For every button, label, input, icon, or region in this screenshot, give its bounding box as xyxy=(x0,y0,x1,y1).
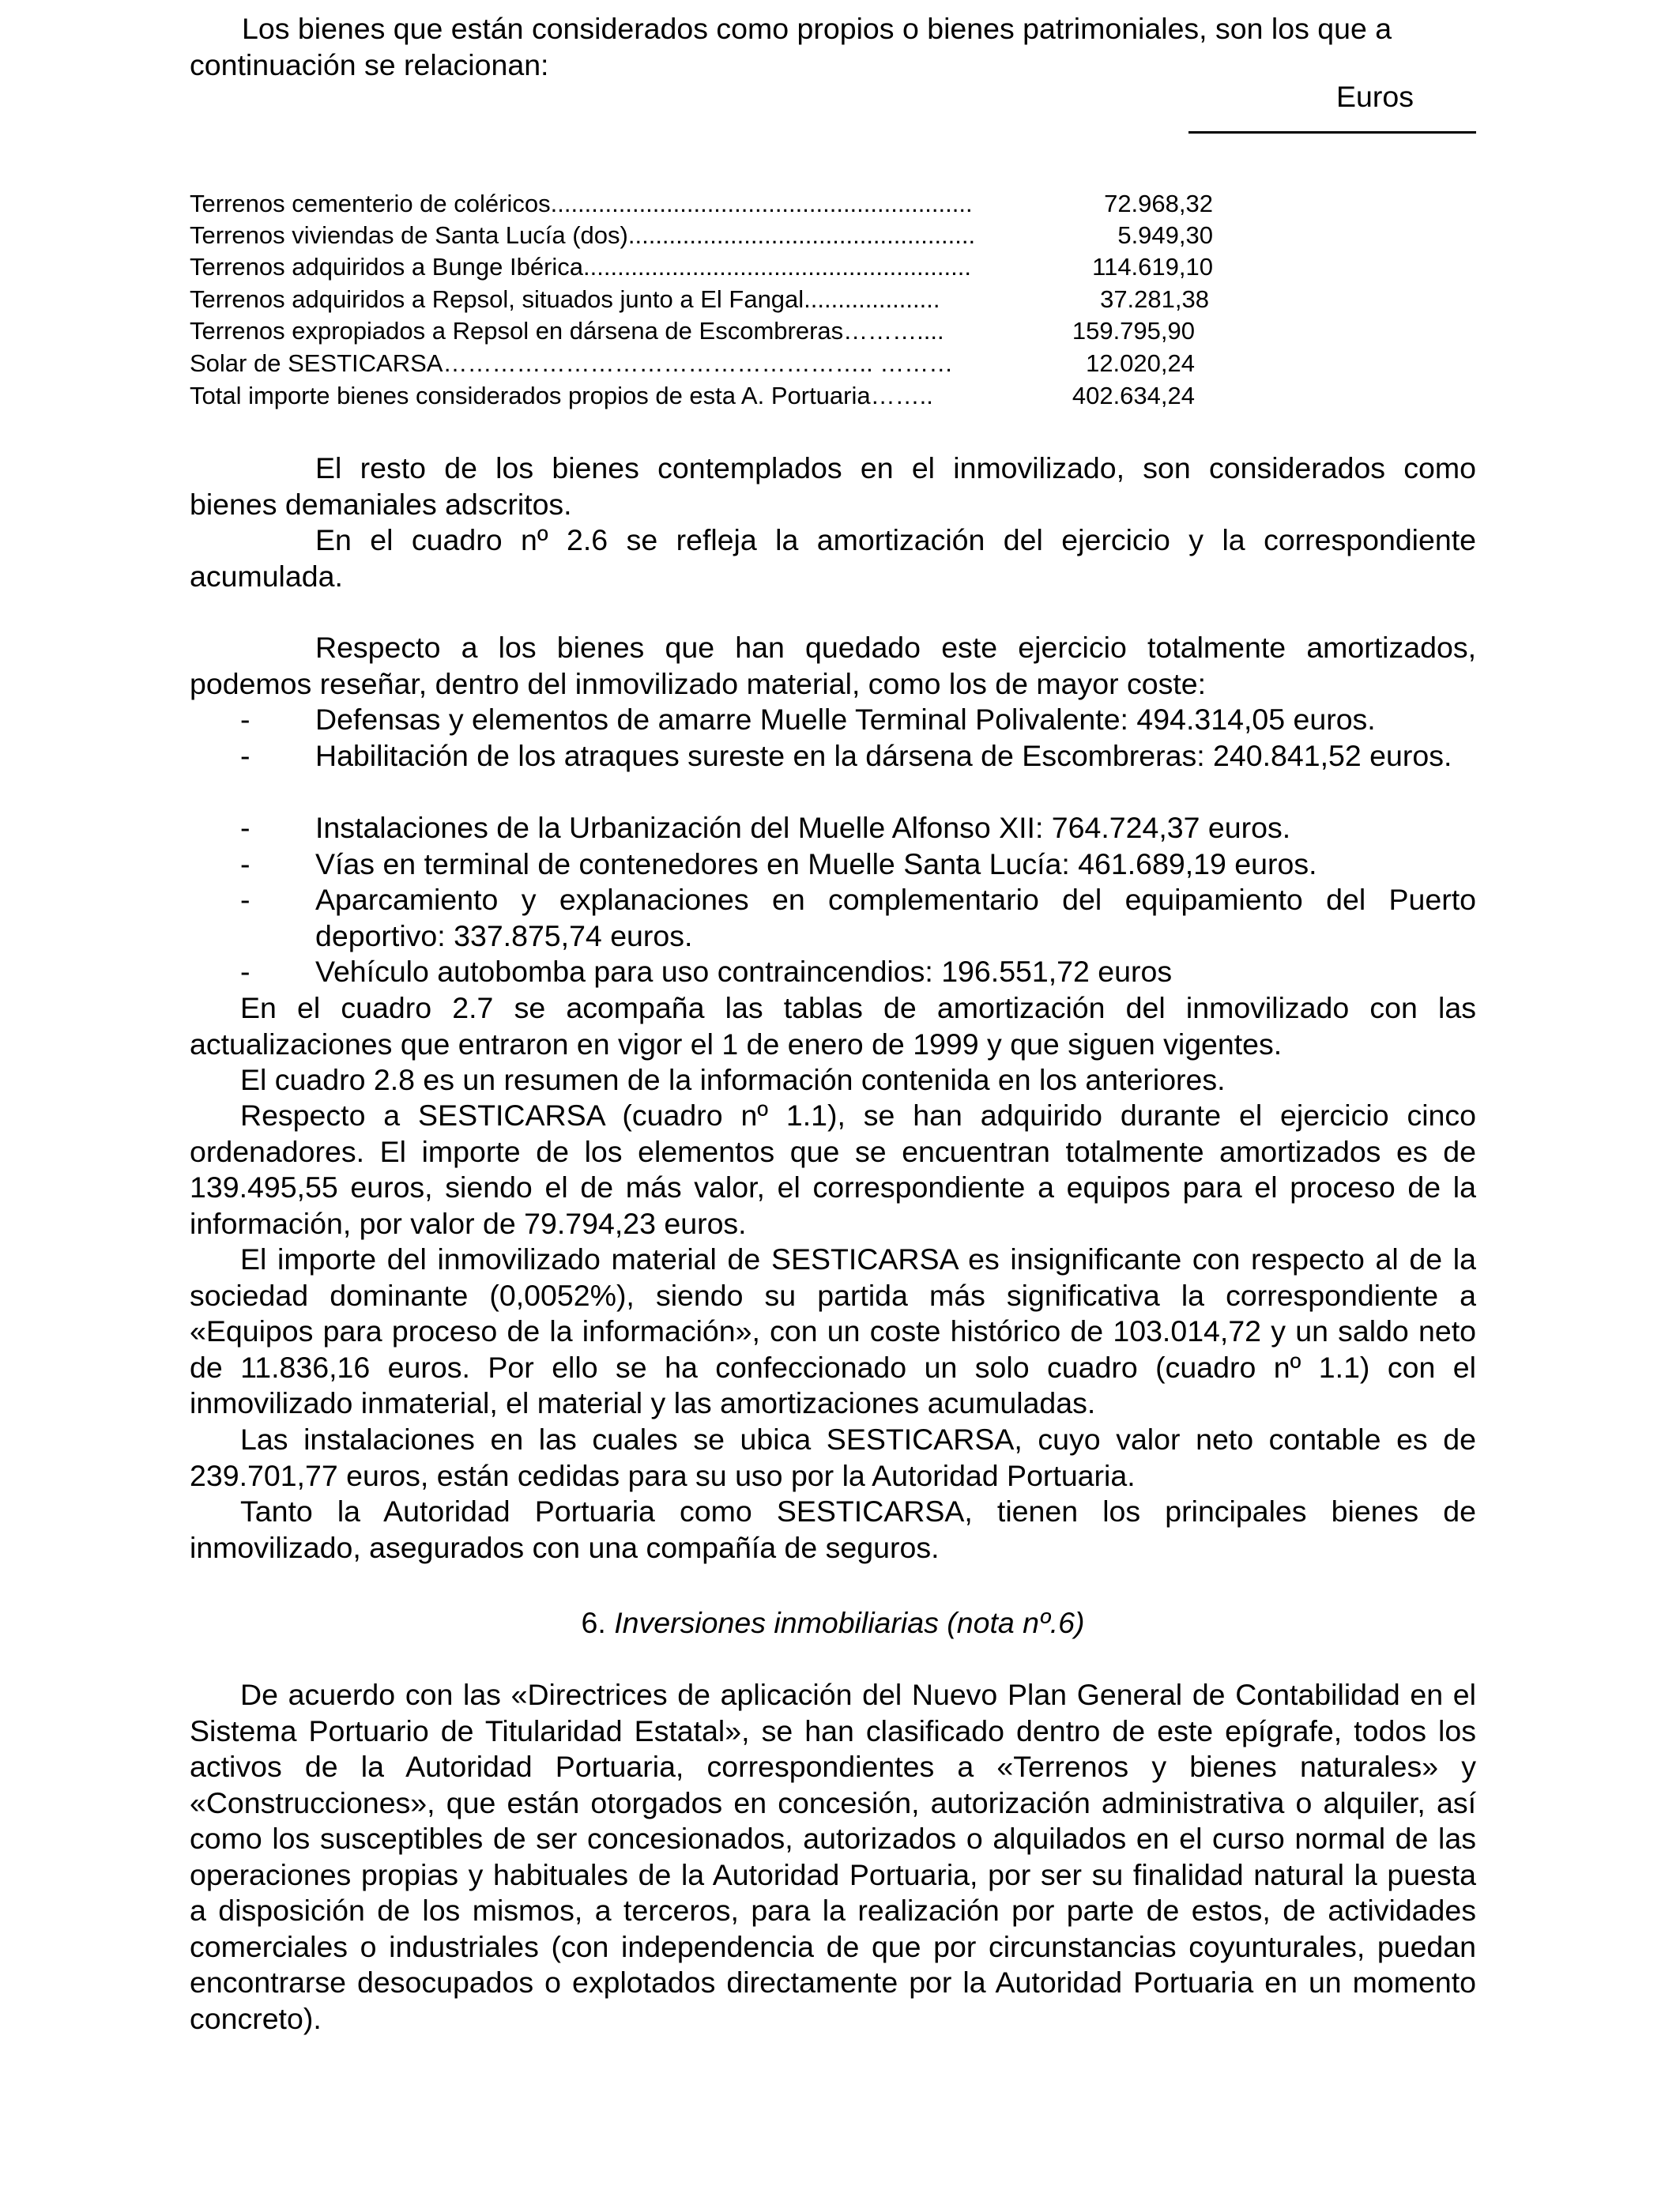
paragraph xyxy=(190,522,1476,594)
paragraph-line: podemos reseñar, dentro del inmovilizado material, como los de mayor coste: xyxy=(190,666,1207,700)
section-title: Inversiones inmobiliarias (nota nº.6) xyxy=(614,1606,1085,1639)
paragraph: De acuerdo con las «Directrices de aplicación del Nuevo Plan General de Contabilidad en el Sistema Portuario de Titularidad Estatal», se han clasificado dentro de este epígrafe, todos los activos de la Autoridad Portuaria, correspondientes a «Terrenos y bienes naturales» y «Construcciones», que están otorgados en concesión, autorización administrativa o alquiler, así como los susceptibles de ser concesionados, autorizados o alquilados en el curso normal de las operaciones propias y habituales de la Autoridad Portuaria, por ser su finalidad natural la puesta a disposición de los mismos, a terceros, para la realización por parte de estos, de actividades comerciales o industriales (con independencia de que por circunstancias coyunturales, puedan encontrarse desocupados o explotados directamente por la Autoridad Portuaria en un momento concreto). xyxy=(190,1678,1476,2035)
list-dash: - xyxy=(240,883,250,916)
list-dash: - xyxy=(240,811,250,844)
paragraph: El importe del inmovilizado material de SESTICARSA es insignificante con respecto al de la sociedad dominante (0,0052%), siendo su partida más significativa la correspondiente a «Equipos para proceso de la información», con un coste histórico de 103.014,72 y un saldo neto de 11.836,16 euros. Por ello se ha confeccionado un solo cuadro (cuadro nº 1.1) con el inmovilizado inmaterial, el material y las amortizaciones acumuladas. xyxy=(190,1242,1476,1419)
row-value: 37.281,38 xyxy=(1100,285,1209,313)
paragraph: El cuadro 2.8 es un resumen de la información contenida en los anteriores. xyxy=(240,1063,1226,1096)
paragraph: Respecto a SESTICARSA (cuadro nº 1.1), se han adquirido durante el ejercicio cinco ordenadores. El importe de los elementos que se encuentran totalmente amortizados es de 139.495,55 euros, siendo el de más valor, el correspondiente a equipos para el proceso de la información, por valor de 79.794,23 euros. xyxy=(190,1099,1476,1240)
row-label: Solar de SESTICARSA…………………………………………….. ……… xyxy=(190,349,954,377)
paragraph: En el cuadro 2.7 se acompaña las tablas de amortización del inmovilizado con las actualizaciones que entraron en vigor el 1 de enero de 1999 y que siguen vigentes. xyxy=(190,991,1476,1061)
row-label: Terrenos adquiridos a Bunge Ibérica......................................................... xyxy=(190,253,971,281)
list-dash: - xyxy=(240,739,250,772)
table-row xyxy=(190,284,1375,315)
list-dash: - xyxy=(240,847,250,880)
table-row xyxy=(190,251,1375,283)
row-label: Terrenos cementerio de coléricos.............................................................. xyxy=(190,190,973,217)
list-item-text: Instalaciones de la Urbanización del Muelle Alfonso XII: 764.724,37 euros. xyxy=(315,811,1291,844)
row-label: Terrenos viviendas de Santa Lucía (dos)................................................... xyxy=(190,221,976,249)
list-item-text: Defensas y elementos de amarre Muelle Terminal Polivalente: 494.314,05 euros. xyxy=(315,703,1376,736)
row-label: Total importe bienes considerados propios de esta A. Portuaria…….. xyxy=(190,382,933,409)
intro-line-2: continuación se relacionan: xyxy=(190,47,549,81)
table-row xyxy=(190,220,1375,251)
row-value: 5.949,30 xyxy=(1117,221,1213,249)
paragraph: Tanto la Autoridad Portuaria como SESTICARSA, tienen los principales bienes de inmovilizado, asegurados con una compañía de seguros. xyxy=(190,1495,1476,1564)
section-heading xyxy=(190,1605,1476,1642)
paragraph xyxy=(190,630,1476,702)
row-label: Terrenos expropiados a Repsol en dársena de Escombreras……….... xyxy=(190,317,944,345)
list-item-text: Aparcamiento y explanaciones en complementario del equipamiento del Puerto deportivo: 337.875,74 euros. xyxy=(315,883,1476,952)
paragraph xyxy=(190,450,1476,522)
euros-column-header: Euros xyxy=(1336,80,1414,113)
list-item-text: Vehículo autobomba para uso contraincendios: 196.551,72 euros xyxy=(315,955,1173,988)
paragraph-line: Respecto a los bienes que han quedado este ejercicio totalmente amortizados, xyxy=(315,631,1476,664)
row-value: 12.020,24 xyxy=(1086,349,1195,377)
table-row xyxy=(190,315,1375,347)
row-value: 159.795,90 xyxy=(1072,317,1195,345)
list-item-text: Vías en terminal de contenedores en Muelle Santa Lucía: 461.689,19 euros. xyxy=(315,847,1317,880)
table-row xyxy=(190,188,1375,220)
table-row xyxy=(190,348,1375,379)
paragraph-line: En el cuadro nº 2.6 se refleja la amortización del ejercicio y la correspondiente xyxy=(315,523,1476,556)
row-value: 72.968,32 xyxy=(1104,190,1213,217)
list-dash: - xyxy=(240,955,250,988)
list-item-text: Habilitación de los atraques sureste en la dársena de Escombreras: 240.841,52 euros. xyxy=(315,739,1452,772)
euros-header-rule xyxy=(1188,131,1476,134)
row-value: 402.634,24 xyxy=(1072,382,1195,409)
section-number: 6. xyxy=(581,1606,606,1639)
paragraph: Las instalaciones en las cuales se ubica SESTICARSA, cuyo valor neto contable es de 239.701,77 euros, están cedidas para su uso por la Autoridad Portuaria. xyxy=(190,1423,1476,1492)
row-value: 114.619,10 xyxy=(1092,253,1213,281)
table-total-row xyxy=(190,380,1375,412)
intro-paragraph xyxy=(190,11,1476,83)
paragraph-line: acumulada. xyxy=(190,559,343,593)
paragraph-line: El resto de los bienes contemplados en el inmovilizado, son considerados como xyxy=(315,451,1476,484)
paragraph-line: bienes demaniales adscritos. xyxy=(190,487,572,521)
intro-line-1: Los bienes que están considerados como propios o bienes patrimoniales, son los que a xyxy=(242,12,1392,45)
list-dash: - xyxy=(240,703,250,736)
row-label: Terrenos adquiridos a Repsol, situados junto a El Fangal.................... xyxy=(190,285,940,313)
